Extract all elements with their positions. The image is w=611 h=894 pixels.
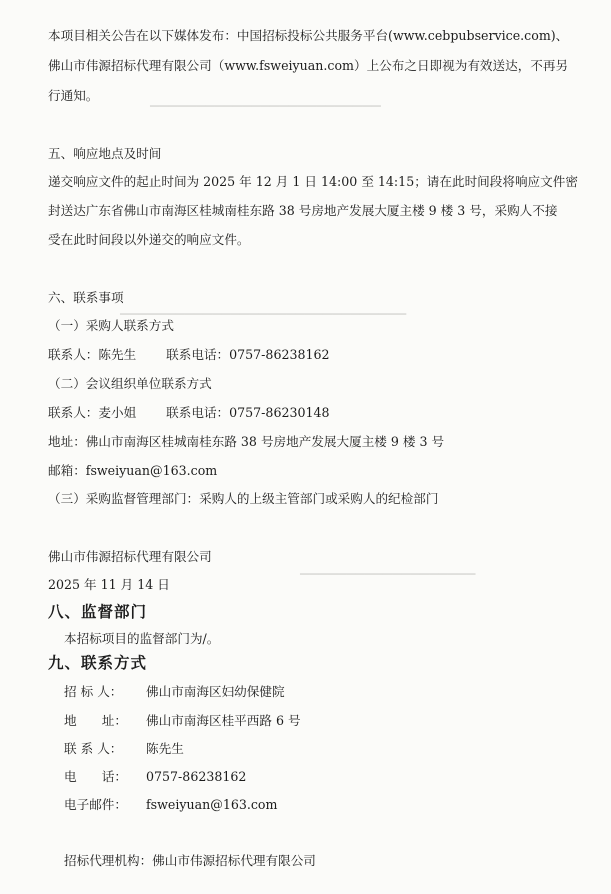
section8-heading: 八、监督部门	[48, 603, 148, 621]
contact-person-1: 联系人：陈先生	[48, 347, 137, 362]
bleed-through-text: ▁▁▁▁▁▁▁▁▁▁▁▁▁▁▁▁▁▁▁▁▁▁▁▁▁	[150, 93, 381, 107]
address-line: 地址：佛山市南海区桂城南桂东路 38 号房地产发展大厦主楼 9 楼 3 号	[48, 434, 445, 449]
notice-line-3: 行通知。	[48, 88, 99, 103]
bleed-through-text: ▁▁▁▁▁▁▁▁▁▁▁▁▁▁▁▁▁▁▁	[300, 561, 476, 575]
section5-line-3: 受在此时间段以外递交的响应文件。	[48, 232, 250, 247]
notice-line-1: 本项目相关公告在以下媒体发布：中国招标投标公共服务平台(www.cebpubservice.com)、	[48, 28, 569, 43]
contact-row	[64, 769, 246, 785]
contact-value: 0757-86238162	[146, 769, 247, 784]
agency-line: 招标代理机构：佛山市伟源招标代理有限公司	[64, 853, 316, 868]
contact-label: 招 标 人：	[64, 684, 123, 699]
contact-person-2: 联系人：麦小姐	[48, 405, 137, 420]
contact-row	[64, 684, 285, 700]
section6-sub2: （二）会议组织单位联系方式	[48, 376, 212, 391]
section6-sub3: （三）采购监督管理部门：采购人的上级主管部门或采购人的纪检部门	[48, 491, 439, 506]
contact-row	[64, 797, 277, 813]
signature-date: 2025 年 11 月 14 日	[48, 577, 170, 592]
contact-value: 陈先生	[146, 741, 184, 756]
contact-row-1	[48, 347, 330, 363]
contact-phone-2: 联系电话：0757-86230148	[166, 405, 330, 420]
section5-line-1: 递交响应文件的起止时间为 2025 年 12 月 1 日 14:00 至 14:15；请在此时间段将响应文件密	[48, 174, 578, 189]
contact-row-2	[48, 405, 330, 421]
contact-label: 地 址：	[64, 713, 127, 728]
contact-value: 佛山市南海区桂平西路 6 号	[146, 713, 301, 728]
signature-org: 佛山市伟源招标代理有限公司	[48, 549, 212, 564]
section9-heading: 九、联系方式	[48, 654, 148, 672]
contact-label: 电 话：	[64, 769, 127, 784]
contact-row	[64, 741, 184, 757]
bleed-through-text: ▁▁▁▁▁▁▁▁▁▁▁▁▁▁▁▁▁▁▁▁▁▁▁▁▁▁▁▁▁▁▁	[120, 301, 407, 315]
section5-heading: 五、响应地点及时间	[48, 146, 162, 161]
email-line: 邮箱：fsweiyuan@163.com	[48, 463, 218, 478]
contact-value: 佛山市南海区妇幼保健院	[146, 684, 285, 699]
notice-line-2: 佛山市伟源招标代理有限公司（www.fsweiyuan.com）上公布之日即视为有效送达，不再另	[48, 58, 569, 73]
section6-heading: 六、联系事项	[48, 290, 124, 305]
contact-label: 电子邮件：	[64, 797, 127, 812]
contact-value: fsweiyuan@163.com	[146, 797, 278, 812]
contact-row	[64, 713, 301, 729]
section6-sub1: （一）采购人联系方式	[48, 318, 174, 333]
section5-line-2: 封送达广东省佛山市南海区桂城南桂东路 38 号房地产发展大厦主楼 9 楼 3 号，采购人不接	[48, 203, 558, 218]
section8-text: 本招标项目的监督部门为/。	[64, 631, 220, 646]
contact-phone-1: 联系电话：0757-86238162	[166, 347, 330, 362]
contact-label: 联 系 人：	[64, 741, 123, 756]
